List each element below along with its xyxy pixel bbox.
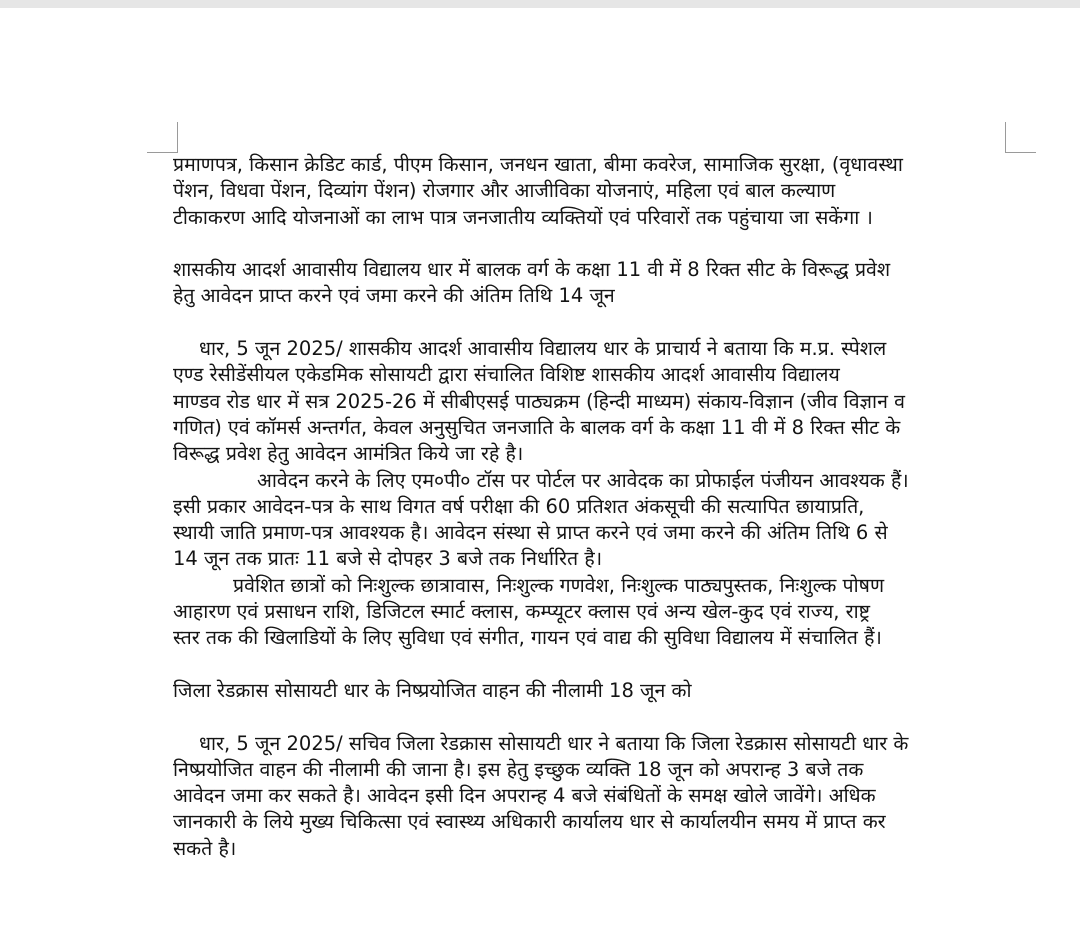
heading-school-admission	[173, 257, 1041, 310]
text-line: प्रवेशित छात्रों को निःशुल्क छात्रावास, निःशुल्क गणवेश, निःशुल्क पाठ्यपुस्तक, निःशुल्क पोषण	[233, 573, 885, 597]
heading-line: जिला रेडक्रास सोसायटी धार के निष्प्रयोजित वाहन की नीलामी 18 जून को	[173, 678, 692, 702]
text-line: प्रमाणपत्र, किसान क्रेडिट कार्ड, पीएम किसान, जनधन खाता, बीमा कवरेज, सामाजिक सुरक्षा, (वृधावस्था	[173, 153, 903, 176]
paragraph-facilities	[173, 573, 1041, 652]
paragraph-application-process	[173, 468, 1041, 573]
blank-line	[173, 652, 1041, 678]
text-line: निष्प्रयोजित वाहन की नीलामी की जाना है। इस हेतु इच्छुक व्यक्ति 18 जून को अपरान्ह 3 बजे तक	[173, 757, 864, 781]
paragraph-school-announcement	[173, 336, 1041, 467]
text-line: गणित) एवं कॉमर्स अन्तर्गत, केवल अनुसुचित जनजाति के बालक वर्ग के कक्षा 11 वी में 8 रिक्त सीट के	[173, 415, 901, 439]
text-line: पेंशन, विधवा पेंशन, दिव्यांग पेंशन) रोजगार और आजीविका योजनाएं, महिला एवं बाल कल्याण	[173, 179, 836, 203]
text-line: जानकारी के लिये मुख्य चिकित्सा एवं स्वास्थ्य अधिकारी कार्यालय धार से कार्यालयीन समय में प्राप्त कर	[173, 810, 886, 834]
text-line: सकते है।	[173, 836, 237, 860]
blank-line	[173, 704, 1041, 730]
heading-line: हेतु आवेदन प्राप्त करने एवं जमा करने की अंतिम तिथि 14 जून	[173, 284, 615, 308]
text-line: स्तर तक की खिलाडियों के लिए सुविधा एवं संगीत, गायन एवं वाद्य की सुविधा विद्यालय में संचालित हैं।	[173, 626, 882, 650]
paragraph-auction-details	[173, 731, 1041, 862]
top-toolbar-strip	[0, 0, 1080, 8]
heading-line: शासकीय आदर्श आवासीय विद्यालय धार में बालक वर्ग के कक्षा 11 वी में 8 रिक्त सीट के विरूद्ध प्रवेश	[173, 258, 891, 282]
blank-line	[173, 231, 1041, 257]
text-line: एण्ड रेसीडेंसीयल एकेडमिक सोसायटी द्वारा संचालित विशिष्ट शासकीय आदर्श आवासीय विद्यालय	[173, 363, 840, 387]
text-line: धार, 5 जून 2025/ सचिव जिला रेडक्रास सोसायटी धार ने बताया कि जिला रेडक्रास सोसायटी धार के	[199, 731, 909, 755]
heading-redcross-auction	[173, 678, 1041, 704]
text-line: धार, 5 जून 2025/ शासकीय आदर्श आवासीय विद्यालय धार के प्राचार्य ने बताया कि म.प्र. स्पेशल	[199, 337, 887, 361]
text-line: 14 जून तक प्रातः 11 बजे से दोपहर 3 बजे तक निर्धारित है।	[173, 547, 603, 571]
text-line: टीकाकरण आदि योजनाओं का लाभ पात्र जनजातीय व्यक्तियों एवं परिवारों तक पहुंचाया जा सकेंगा ।	[173, 205, 873, 229]
right-margin-marker	[1005, 122, 1036, 153]
text-line: इसी प्रकार आवेदन-पत्र के साथ विगत वर्ष परीक्षा की 60 प्रतिशत अंकसूची की सत्यापित छायाप्रति,	[173, 494, 865, 518]
text-line: स्थायी जाति प्रमाण-पत्र आवश्यक है। आवेदन संस्था से प्राप्त करने एवं जमा करने की अंतिम तिथि 6 से	[173, 521, 888, 545]
document-body	[173, 152, 1041, 862]
text-line: आवेदन करने के लिए एम०पी० टॉस पर पोर्टल पर आवेदक का प्रोफाईल पंजीयन आवश्यक हैं।	[257, 468, 909, 492]
text-line: आवेदन जमा कर सकते है। आवेदन इसी दिन अपरान्ह 4 बजे संबंधितों के समक्ष खोले जावेंगे। अधिक	[173, 784, 876, 808]
text-line: आहारण एवं प्रसाधन राशि, डिजिटल स्मार्ट क्लास, कम्प्यूटर क्लास एवं अन्य खेल-कुद एवं राज्य, राष्ट्र	[173, 600, 871, 624]
blank-line	[173, 310, 1041, 336]
text-line: माण्डव रोड धार में सत्र 2025-26 में सीबीएसई पाठ्यक्रम (हिन्दी माध्यम) संकाय-विज्ञान (जीव विज्ञान व	[173, 389, 905, 413]
left-margin-marker	[147, 122, 178, 153]
text-line: विरूद्ध प्रवेश हेतु आवेदन आमंत्रित किये जा रहे है।	[173, 442, 524, 466]
paragraph-intro	[173, 152, 1041, 231]
